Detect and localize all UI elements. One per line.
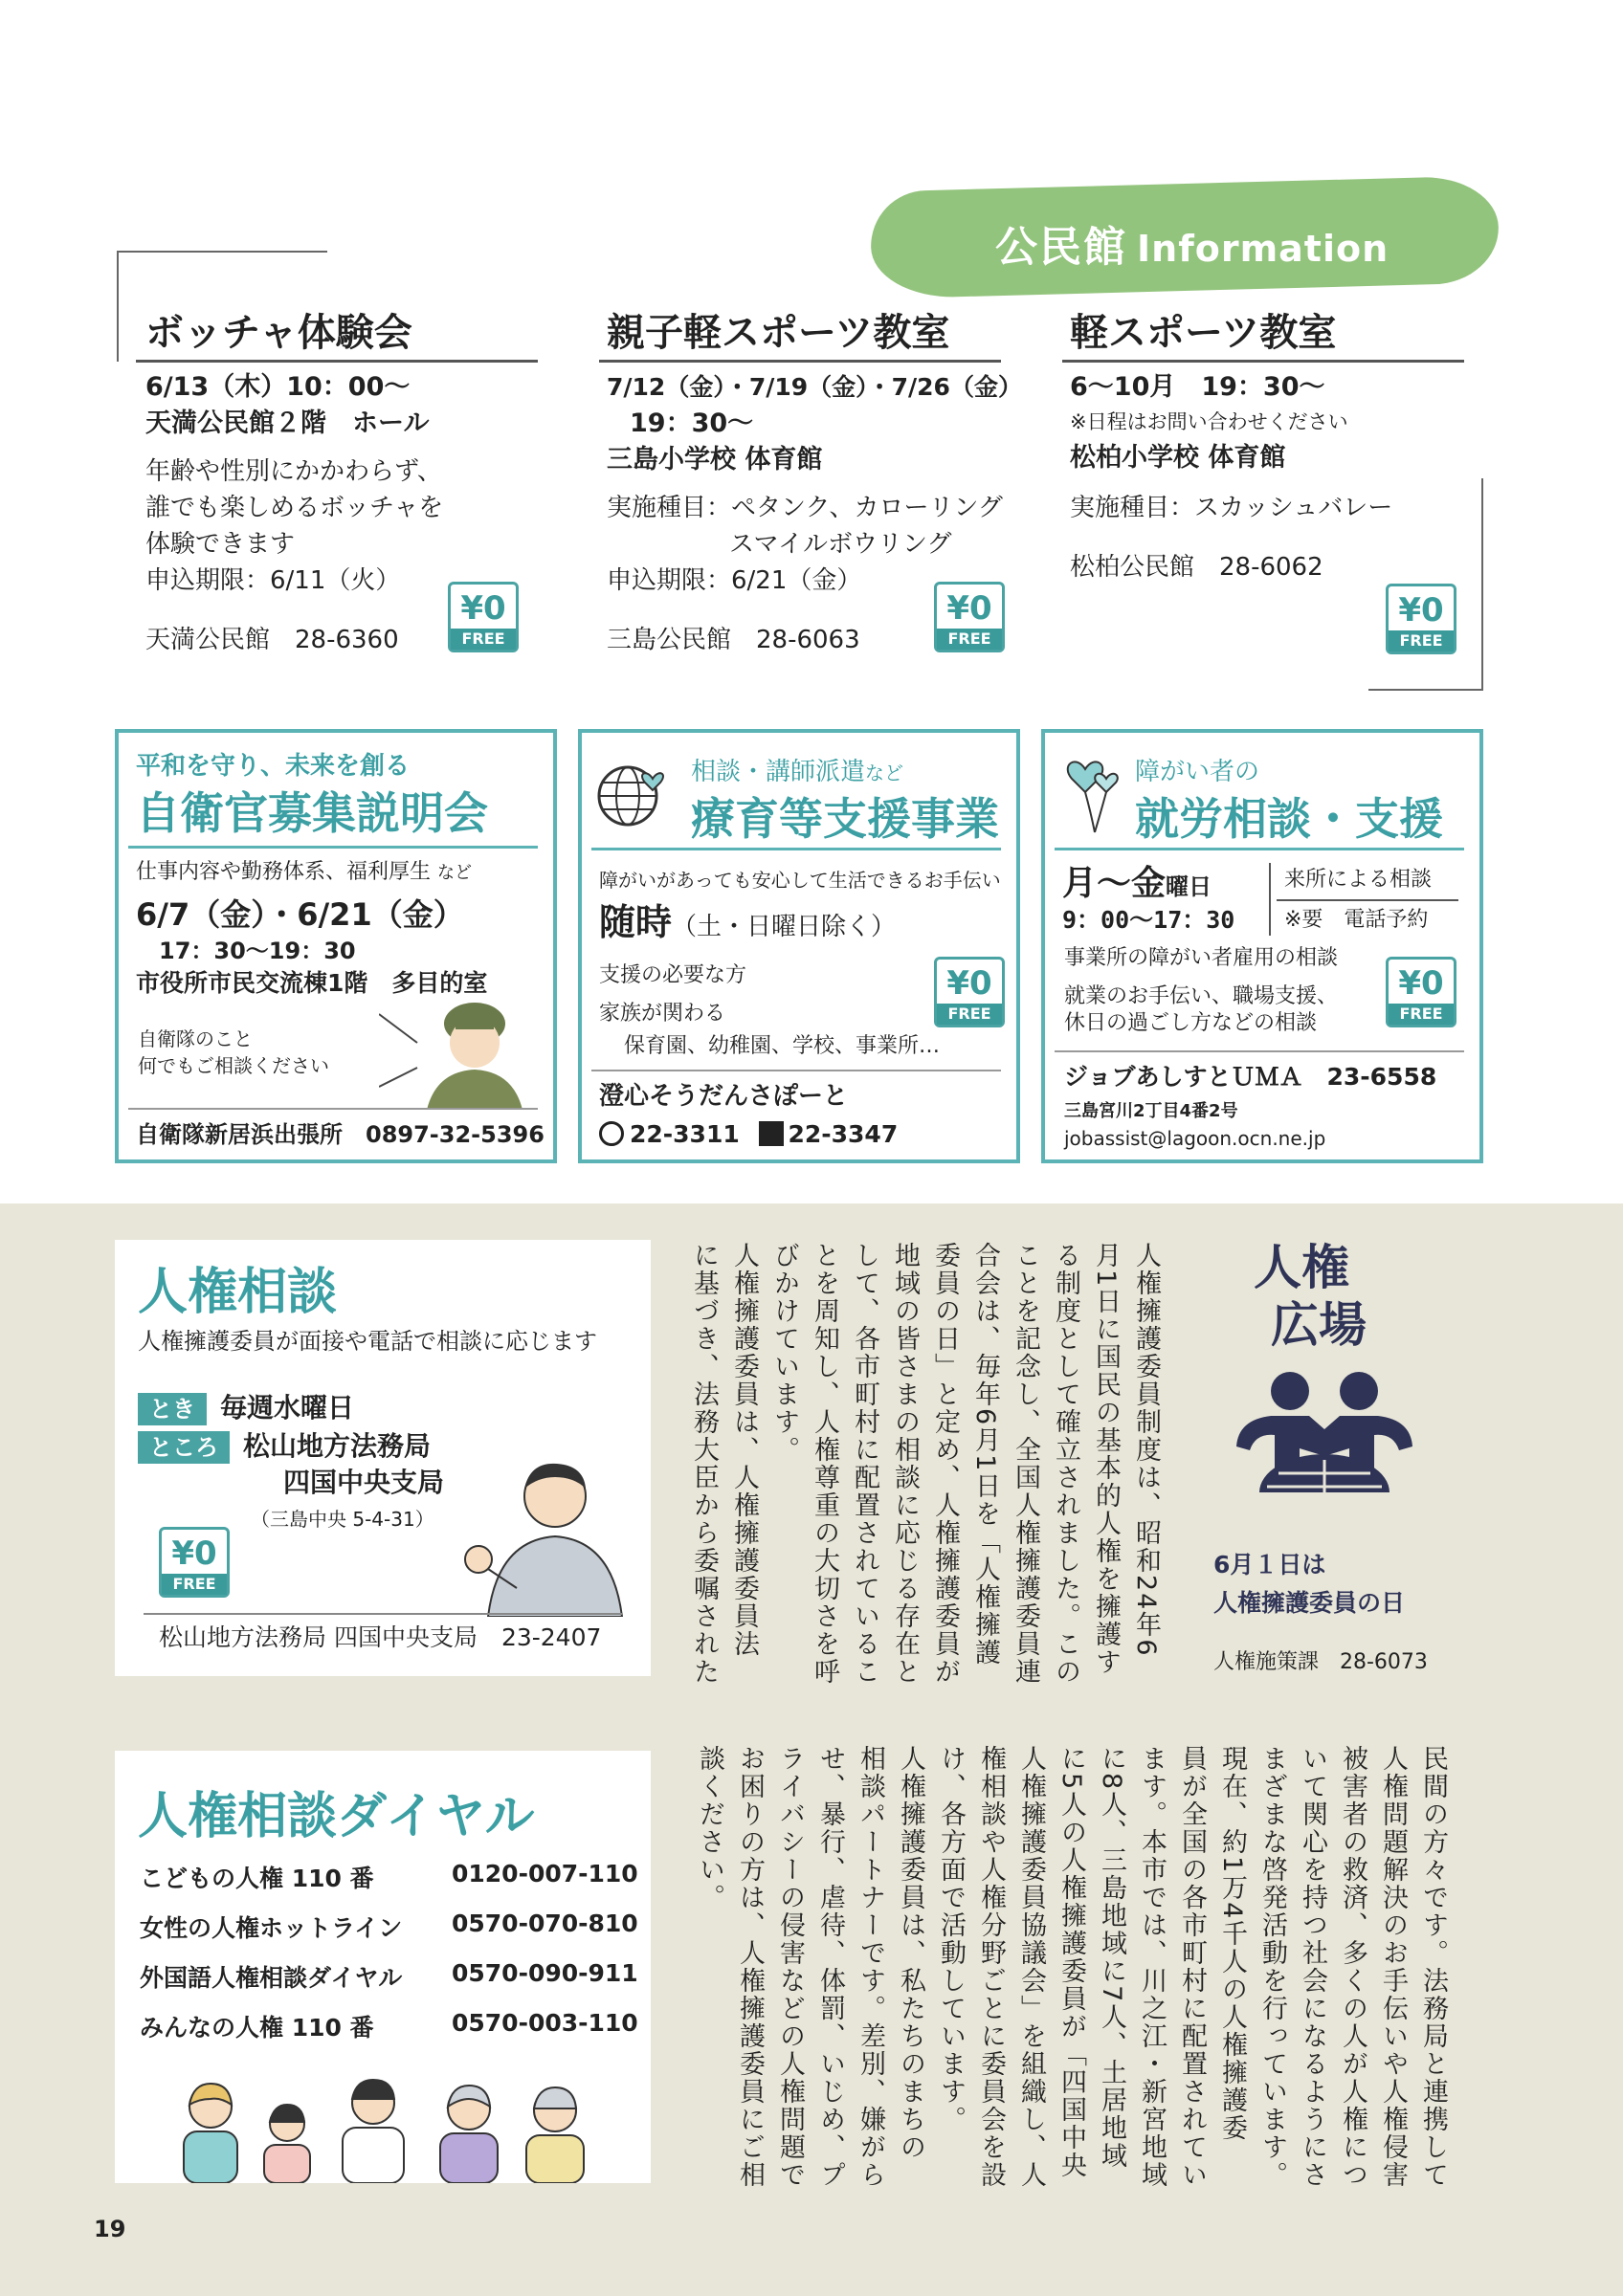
event-3-items-1: 実施種目：スカッシュバレー [1070,494,1393,522]
consult-address: （三島中央 5-4-31） [251,1508,434,1531]
event-3-place: 松柏小学校 体育館 [1070,443,1286,473]
divider [1062,360,1464,363]
event-1-place: 天満公民館２階 ホール [145,408,430,438]
hiroba-title-2: 広場 [1271,1297,1367,1353]
article-line: ます。本市では、川之江・新宮地域 [1137,1745,1167,2189]
header-title-en: Information [1137,228,1390,270]
article-line: け、各方面で活動しています。 [936,1745,966,2133]
support-target-1: 家族が関わる [599,1002,726,1026]
recruit-desc [136,857,472,889]
event-1-desc-3: 体験できます [145,530,296,559]
dial-row [140,1959,638,1994]
free-badge [1386,957,1456,1027]
article-line: 民間の方々です。法務局と連携して [1418,1745,1448,2189]
soldier-illustration [379,995,542,1110]
article-line: 合会は、毎年6月1日を「人権擁護 [970,1242,1000,1667]
article-line: 人権擁護委員は、人権擁護委員法 [729,1242,759,1658]
dial-row [140,2009,638,2043]
article-line: 委員の日」と定め、人権擁護委員が [930,1242,960,1686]
free-label: FREE [1389,1004,1454,1025]
fax-icon [759,1121,784,1146]
event-2-place: 三島小学校 体育館 [607,445,823,475]
event-1-contact: 天満公民館 28-6360 [145,626,399,654]
dial-number: 0570-090-911 [452,1959,638,1987]
divider [136,360,538,363]
support-title: 療育等支援事業 [691,793,999,845]
event-2-date: 7/12（金）・7/19（金）・7/26（金） [607,373,1022,401]
recruit-time: 17：30〜19：30 [159,938,356,964]
divider [1269,863,1271,936]
consult-where-row [138,1429,431,1464]
recruit-date: 6/7（金）・6/21（金） [136,896,464,933]
work-right-2: ※要 電話予約 [1284,908,1429,932]
event-3-title: 軽スポーツ教室 [1070,311,1337,355]
recruit-bubble-2: 何でもご相談ください [138,1054,329,1077]
consult-when: 毎週水曜日 [220,1392,355,1424]
support-target-2: 保育園、幼稚園、学校、事業所… [624,1034,941,1058]
free-badge [448,582,519,652]
divider [144,1613,622,1615]
article-line: 地域の皆さまの相談に応じる存在と [890,1242,920,1686]
article-line: 権相談や人権分野ごとに委員会を設 [976,1745,1006,2189]
work-email: jobassist@lagoon.ocn.ne.jp [1064,1127,1326,1150]
article-line: 相談パートナーです。差別、嫌がら [856,1745,885,2189]
event-2-items-2: スマイルボウリング [729,530,952,559]
event-1-date: 6/13（木）10：00〜 [145,372,411,402]
article-line: る制度として確立されました。この [1051,1242,1080,1686]
work-org: ジョブあしすとＵＭＡ 23-6558 [1064,1063,1437,1091]
yen-icon: ¥0 [171,1534,217,1573]
article-line: ライバシーの侵害などの人権問題で [775,1745,805,2189]
article-line: 人権擁護委員制度は、昭和24年6 [1131,1242,1161,1658]
free-badge [934,957,1005,1027]
article-line: 月1日に国民の基本的人権を擁護す [1091,1242,1121,1677]
hiroba-title-1: 人権 [1254,1240,1349,1295]
event-1-desc-1: 年齢や性別にかかわらず、 [145,457,442,486]
event-2-time: 19：30〜 [630,408,754,438]
free-badge [159,1527,230,1598]
yen-icon: ¥0 [460,589,506,628]
support-fax: 22-3347 [788,1120,899,1148]
article-line: に基づき、法務大臣から委嘱された [689,1242,719,1686]
consult-where-2: 四国中央支局 [283,1467,445,1498]
where-tag: ところ [138,1431,230,1464]
divider [591,848,1001,850]
event-3-date: 6〜10月 19：30〜 [1070,372,1325,402]
free-label: FREE [937,629,1002,650]
free-badge [1386,584,1456,654]
dial-label: みんなの人権 110 番 [140,2014,374,2042]
support-org: 澄心そうだんさぽーと [599,1082,849,1111]
work-days [1062,863,1212,905]
support-when-note: （土・日曜日除く） [672,913,897,941]
consult-contact: 松山地方法務局 四国中央支局 23-2407 [159,1623,602,1651]
article-line: お困りの方は、人権擁護委員にご相 [735,1745,765,2189]
dial-number: 0120-007-110 [452,1860,638,1888]
support-when-text: 随時 [599,901,673,943]
phone-icon [599,1121,624,1146]
article-line: 現在、約1万4千人の人権擁護委 [1217,1745,1247,2143]
header-title-ja: 公民館 [995,223,1127,272]
hiroba-logo-icon [1231,1368,1418,1531]
article-bottom [679,1745,1453,2195]
divider [128,846,538,849]
hiroba-caption-2: 人権擁護委員の日 [1213,1589,1406,1617]
support-subtitle [691,752,903,787]
event-1-title: ボッチャ体験会 [145,311,412,355]
recruit-subtitle: 平和を守り、未来を創る [136,752,411,781]
dial-number: 0570-003-110 [452,2009,638,2037]
yen-icon: ¥0 [1398,964,1444,1003]
divider [1055,848,1464,850]
article-line: に8人、三島地域に7人、土居地域 [1097,1745,1126,2171]
support-target-label: 支援の必要な方 [599,963,747,987]
globe-heart-icon [593,752,678,828]
dial-title: 人権相談ダイヤル [138,1788,535,1845]
article-line: して、各市町村に配置されているこ [850,1242,879,1686]
recruit-bubble-1: 自衛隊のこと [138,1027,253,1050]
event-3-note: ※日程はお問い合わせください [1070,410,1348,433]
dial-number: 0570-070-810 [452,1910,638,1937]
article-line: びかけています。 [769,1242,799,1464]
free-label: FREE [937,1004,1002,1025]
support-subtitle-text: 相談・講師派遣 [691,758,866,786]
article-line: 人権問題解決のお手伝いや人権侵害 [1378,1745,1408,2189]
event-2-deadline: 申込期限：6/21（金） [607,566,862,595]
dial-label: 外国語人権相談ダイヤル [140,1964,403,1992]
article-line: 談ください。 [695,1745,724,1911]
recruit-title: 自衛官募集説明会 [136,787,488,839]
work-desc-1: 事業所の障がい者雇用の相談 [1064,946,1339,970]
article-line: せ、暴行、虐待、体罰、いじめ、プ [815,1745,845,2189]
article-line: 被害者の救済、多くの人が人権につ [1338,1745,1367,2189]
free-badge [934,582,1005,652]
work-title: 就労相談・支援 [1135,793,1443,845]
work-desc-2: 就業のお手伝い、職場支援、 [1064,984,1339,1008]
free-label: FREE [1389,630,1454,651]
event-2-items-1: 実施種目：ペタンク、カローリング [607,494,1003,522]
article-line: 員が全国の各市町村に配置されてい [1177,1745,1207,2189]
support-desc: 障がいがあっても安心して生活できるお手伝い [599,869,1001,892]
article-top [679,1242,1166,1691]
hiroba-contact: 人権施策課 28-6073 [1213,1650,1428,1674]
work-subtitle: 障がい者の [1135,758,1260,786]
article-line: に5人の人権擁護委員が「四国中央 [1056,1745,1086,2180]
event-1-desc-2: 誰でも楽しめるボッチャを [145,494,444,522]
divider [1277,899,1458,901]
work-days-suffix: 曜日 [1166,873,1212,900]
staff-illustration [450,1454,641,1617]
dial-label: 女性の人権ホットライン [140,1914,403,1942]
recruit-contact: 自衛隊新居浜出張所 0897-32-5396 [136,1121,545,1148]
work-address: 三島宮川2丁目4番2号 [1064,1101,1238,1121]
recruit-desc-suffix: など [437,863,473,883]
consult-title: 人権相談 [138,1264,338,1321]
event-3-contact: 松柏公民館 28-6062 [1070,553,1323,582]
article-line: とを周知し、人権尊重の大切さを呼 [810,1242,839,1686]
event-1-deadline: 申込期限：6/11（火） [145,566,401,595]
recruit-place: 市役所市民交流棟1階 多目的室 [136,969,488,997]
article-line: 人権擁護委員協議会」を組織し、人 [1016,1745,1046,2189]
dial-row [140,1910,638,1944]
divider [591,1070,1001,1071]
article-line: まざまな啓発活動を行っています。 [1257,1745,1287,2189]
free-label: FREE [451,629,516,650]
recruit-desc-text: 仕事内容や勤務体系、福利厚生 [136,860,432,884]
divider [128,1108,538,1110]
consult-when-row [138,1391,354,1425]
yen-icon: ¥0 [946,964,992,1003]
article-line: いて関心を持つ社会になるようにさ [1298,1745,1327,2189]
page-number: 19 [94,2216,126,2242]
work-days-text: 月〜金 [1062,864,1167,903]
work-right-1: 来所による相談 [1284,868,1433,892]
yen-icon: ¥0 [946,589,992,628]
people-illustration [144,2070,622,2183]
when-tag: とき [138,1393,207,1425]
consult-desc: 人権擁護委員が面接や電話で相談に応じます [138,1328,597,1355]
divider [599,360,1001,363]
article-line: 人権擁護委員は、私たちのまちの [896,1745,925,2161]
support-tel: 22-3311 [630,1120,740,1148]
support-when [599,901,897,944]
dial-row [140,1860,638,1894]
event-2-title: 親子軽スポーツ教室 [607,311,950,355]
hiroba-caption-1: 6月１日は [1213,1551,1326,1578]
event-2-contact: 三島公民館 28-6063 [607,626,860,654]
support-phone [599,1119,898,1150]
work-desc-3: 休日の過ごし方などの相談 [1064,1011,1318,1035]
header-title [995,212,1397,270]
dial-label: こどもの人権 110 番 [140,1865,374,1892]
yen-icon: ¥0 [1398,591,1444,629]
divider [1055,1050,1464,1052]
work-hours: 9：00〜17：30 [1062,906,1235,934]
article-line: ことを記念し、全国人権擁護委員連 [1011,1242,1040,1686]
support-subtitle-suffix: など [865,762,904,784]
consult-where-1: 松山地方法務局 [243,1430,432,1462]
free-label: FREE [162,1574,227,1595]
heart-balloon-icon [1062,750,1129,836]
